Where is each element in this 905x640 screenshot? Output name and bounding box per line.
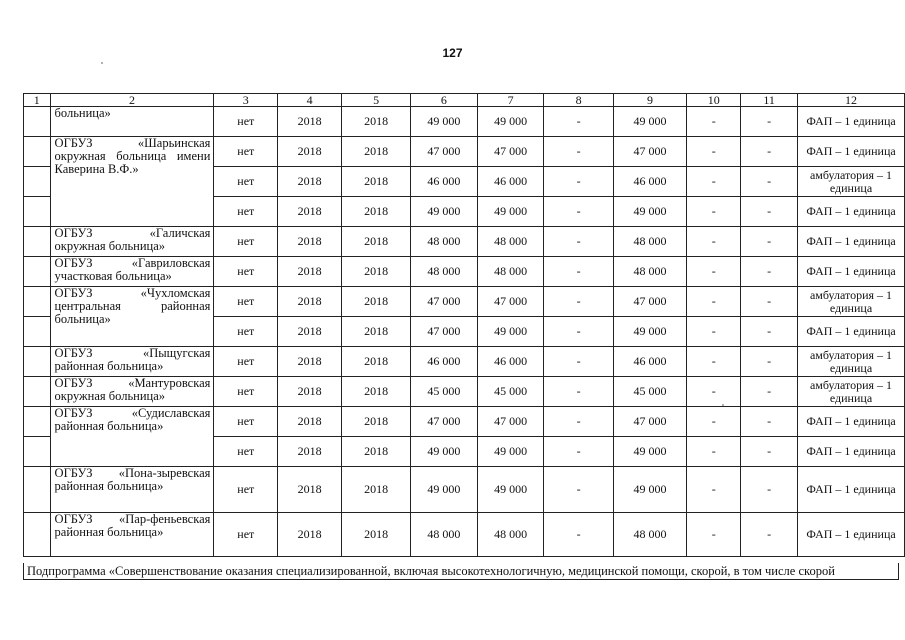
column-number-row	[24, 94, 905, 107]
value-cell: -	[544, 437, 613, 467]
value-cell: 2018	[342, 317, 411, 347]
row-number-cell	[24, 257, 51, 287]
facility-type-cell: ФАП – 1 единица	[798, 107, 905, 137]
scan-speck	[101, 62, 103, 64]
value-cell: -	[544, 467, 613, 513]
value-cell: нет	[214, 167, 278, 197]
table-row	[24, 377, 905, 407]
organization-name: ОГБУЗ «Мантуровская окружная больница»	[50, 377, 214, 407]
value-cell: -	[741, 107, 798, 137]
value-cell: 2018	[278, 467, 342, 513]
value-cell: 49 000	[411, 197, 478, 227]
value-cell: 45 000	[613, 377, 687, 407]
value-cell: 48 000	[477, 227, 544, 257]
value-cell: 45 000	[411, 377, 478, 407]
value-cell: нет	[214, 257, 278, 287]
value-cell: -	[687, 513, 741, 557]
row-number-cell	[24, 317, 51, 347]
facility-type-cell: ФАП – 1 единица	[798, 407, 905, 437]
col-header: 7	[477, 94, 544, 107]
value-cell: 49 000	[613, 467, 687, 513]
table-row	[24, 467, 905, 513]
col-header: 8	[544, 94, 613, 107]
value-cell: 2018	[342, 287, 411, 317]
value-cell: 2018	[342, 513, 411, 557]
value-cell: -	[741, 347, 798, 377]
value-cell: 48 000	[613, 257, 687, 287]
value-cell: нет	[214, 317, 278, 347]
value-cell: -	[741, 513, 798, 557]
value-cell: 49 000	[477, 197, 544, 227]
value-cell: 2018	[342, 107, 411, 137]
value-cell: нет	[214, 407, 278, 437]
value-cell: 46 000	[477, 167, 544, 197]
value-cell: 49 000	[613, 317, 687, 347]
value-cell: нет	[214, 513, 278, 557]
organization-name: ОГБУЗ «Галичская окружная больница»	[50, 227, 214, 257]
value-cell: 46 000	[613, 347, 687, 377]
col-header: 4	[278, 94, 342, 107]
value-cell: -	[687, 197, 741, 227]
value-cell: 2018	[278, 197, 342, 227]
value-cell: 49 000	[613, 107, 687, 137]
value-cell: -	[741, 467, 798, 513]
row-number-cell	[24, 377, 51, 407]
value-cell: 46 000	[613, 167, 687, 197]
value-cell: 2018	[342, 137, 411, 167]
value-cell: -	[544, 137, 613, 167]
value-cell: -	[544, 347, 613, 377]
organization-name: ОГБУЗ «Пар-феньевская районная больница»	[50, 513, 214, 557]
row-number-cell	[24, 227, 51, 257]
value-cell: -	[687, 287, 741, 317]
value-cell: -	[687, 137, 741, 167]
value-cell: -	[687, 257, 741, 287]
facility-type-cell: амбулатория – 1 единица	[798, 347, 905, 377]
col-header: 12	[798, 94, 905, 107]
value-cell: 46 000	[411, 167, 478, 197]
value-cell: 2018	[278, 317, 342, 347]
value-cell: 49 000	[613, 437, 687, 467]
value-cell: -	[544, 107, 613, 137]
value-cell: 47 000	[477, 407, 544, 437]
value-cell: -	[544, 197, 613, 227]
row-number-cell	[24, 107, 51, 137]
value-cell: 49 000	[477, 107, 544, 137]
value-cell: 47 000	[613, 287, 687, 317]
col-header: 3	[214, 94, 278, 107]
facility-type-cell: ФАП – 1 единица	[798, 197, 905, 227]
value-cell: 2018	[278, 437, 342, 467]
col-header: 1	[24, 94, 51, 107]
organization-name: ОГБУЗ «Шарьинская окружная больница имени Каверина В.Ф.»	[50, 137, 214, 227]
value-cell: -	[687, 107, 741, 137]
value-cell: 48 000	[411, 227, 478, 257]
value-cell: -	[544, 317, 613, 347]
page-number: 127	[442, 46, 463, 60]
facility-type-cell: амбулатория – 1 единица	[798, 287, 905, 317]
organization-name: ОГБУЗ «Чухломская центральная районная больница»	[50, 287, 214, 347]
investment-table	[23, 93, 905, 557]
value-cell: нет	[214, 437, 278, 467]
value-cell: -	[687, 317, 741, 347]
facility-type-cell: амбулатория – 1 единица	[798, 377, 905, 407]
value-cell: нет	[214, 287, 278, 317]
value-cell: 46 000	[411, 347, 478, 377]
row-number-cell	[24, 467, 51, 513]
value-cell: -	[687, 467, 741, 513]
value-cell: 48 000	[411, 257, 478, 287]
organization-name: ОГБУЗ «Судиславская районная больница»	[50, 407, 214, 467]
value-cell: -	[544, 227, 613, 257]
col-header: 6	[411, 94, 478, 107]
organization-name: ОГБУЗ «Пыщугская районная больница»	[50, 347, 214, 377]
value-cell: -	[741, 437, 798, 467]
value-cell: -	[741, 407, 798, 437]
value-cell: нет	[214, 377, 278, 407]
value-cell: 47 000	[477, 287, 544, 317]
value-cell: 2018	[342, 437, 411, 467]
row-number-cell	[24, 287, 51, 317]
value-cell: 2018	[342, 467, 411, 513]
col-header: 11	[741, 94, 798, 107]
value-cell: -	[687, 407, 741, 437]
value-cell: -	[741, 257, 798, 287]
value-cell: -	[544, 287, 613, 317]
value-cell: 46 000	[477, 347, 544, 377]
value-cell: 48 000	[613, 227, 687, 257]
value-cell: 48 000	[411, 513, 478, 557]
table-row	[24, 107, 905, 137]
value-cell: 2018	[342, 257, 411, 287]
value-cell: -	[741, 227, 798, 257]
value-cell: -	[687, 377, 741, 407]
value-cell: 2018	[278, 167, 342, 197]
row-number-cell	[24, 197, 51, 227]
facility-type-cell: ФАП – 1 единица	[798, 137, 905, 167]
row-number-cell	[24, 513, 51, 557]
value-cell: 2018	[278, 287, 342, 317]
value-cell: нет	[214, 227, 278, 257]
scan-speck	[722, 404, 724, 406]
value-cell: -	[741, 167, 798, 197]
value-cell: 47 000	[613, 407, 687, 437]
value-cell: -	[741, 137, 798, 167]
row-number-cell	[24, 347, 51, 377]
value-cell: -	[741, 317, 798, 347]
table-row	[24, 407, 905, 437]
value-cell: 2018	[278, 257, 342, 287]
value-cell: -	[687, 167, 741, 197]
value-cell: 49 000	[613, 197, 687, 227]
table-body	[24, 107, 905, 557]
row-number-cell	[24, 437, 51, 467]
value-cell: нет	[214, 137, 278, 167]
value-cell: 2018	[342, 347, 411, 377]
value-cell: нет	[214, 467, 278, 513]
value-cell: 2018	[278, 513, 342, 557]
value-cell: 47 000	[411, 317, 478, 347]
table-row	[24, 513, 905, 557]
col-header: 9	[613, 94, 687, 107]
row-number-cell	[24, 167, 51, 197]
value-cell: 2018	[342, 407, 411, 437]
value-cell: 47 000	[411, 137, 478, 167]
value-cell: 49 000	[477, 467, 544, 513]
value-cell: 2018	[342, 197, 411, 227]
facility-type-cell: ФАП – 1 единица	[798, 437, 905, 467]
value-cell: -	[544, 377, 613, 407]
row-number-cell	[24, 137, 51, 167]
value-cell: -	[544, 167, 613, 197]
value-cell: 47 000	[613, 137, 687, 167]
value-cell: нет	[214, 197, 278, 227]
value-cell: 49 000	[411, 467, 478, 513]
value-cell: 2018	[278, 407, 342, 437]
value-cell: 2018	[278, 227, 342, 257]
value-cell: 2018	[342, 167, 411, 197]
value-cell: -	[741, 287, 798, 317]
value-cell: 2018	[342, 227, 411, 257]
facility-type-cell: ФАП – 1 единица	[798, 513, 905, 557]
value-cell: -	[544, 257, 613, 287]
facility-type-cell: ФАП – 1 единица	[798, 257, 905, 287]
value-cell: 49 000	[477, 437, 544, 467]
value-cell: 47 000	[477, 137, 544, 167]
value-cell: -	[687, 227, 741, 257]
value-cell: 47 000	[411, 287, 478, 317]
value-cell: нет	[214, 347, 278, 377]
table-row	[24, 257, 905, 287]
row-number-cell	[24, 407, 51, 437]
value-cell: 45 000	[477, 377, 544, 407]
value-cell: 2018	[278, 347, 342, 377]
facility-type-cell: ФАП – 1 единица	[798, 467, 905, 513]
value-cell: 48 000	[477, 513, 544, 557]
value-cell: -	[741, 377, 798, 407]
value-cell: 2018	[342, 377, 411, 407]
value-cell: 2018	[278, 377, 342, 407]
col-header: 5	[342, 94, 411, 107]
value-cell: 48 000	[477, 257, 544, 287]
organization-name: ОГБУЗ «Гавриловская участковая больница»	[50, 257, 214, 287]
value-cell: 48 000	[613, 513, 687, 557]
col-header: 2	[50, 94, 214, 107]
value-cell: 2018	[278, 137, 342, 167]
col-header: 10	[687, 94, 741, 107]
table-row	[24, 227, 905, 257]
value-cell: 2018	[278, 107, 342, 137]
facility-type-cell: ФАП – 1 единица	[798, 227, 905, 257]
table-row	[24, 347, 905, 377]
table-row	[24, 287, 905, 317]
value-cell: 49 000	[411, 107, 478, 137]
value-cell: 49 000	[411, 437, 478, 467]
value-cell: -	[544, 407, 613, 437]
subprogram-row: Подпрограмма «Совершенствование оказания специализированной, включая высокотехнологичную, медицинской помощи, скорой, в том числе скорой	[23, 563, 899, 580]
facility-type-cell: ФАП – 1 единица	[798, 317, 905, 347]
value-cell: -	[687, 347, 741, 377]
value-cell: -	[687, 437, 741, 467]
value-cell: 47 000	[411, 407, 478, 437]
organization-name: больница»	[50, 107, 214, 137]
value-cell: нет	[214, 107, 278, 137]
value-cell: -	[741, 197, 798, 227]
facility-type-cell: амбулатория – 1 единица	[798, 167, 905, 197]
organization-name: ОГБУЗ «Понa-зыревская районная больница»	[50, 467, 214, 513]
table-row	[24, 137, 905, 167]
value-cell: -	[544, 513, 613, 557]
value-cell: 49 000	[477, 317, 544, 347]
